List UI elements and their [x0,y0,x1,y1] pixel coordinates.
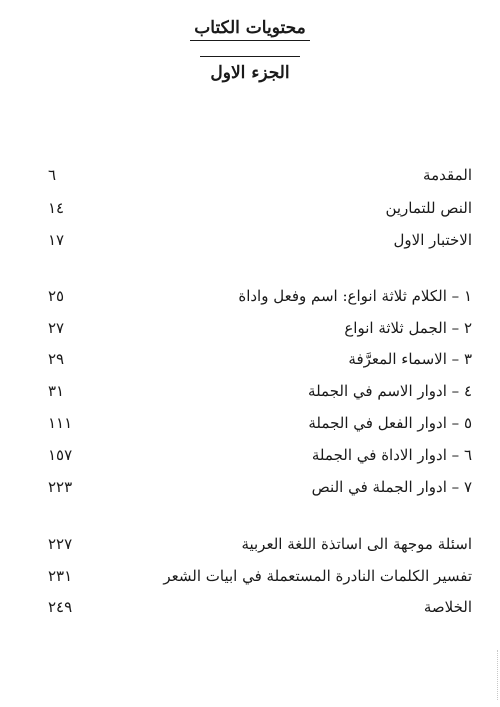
toc-entry-page: ١٥٧ [48,446,73,464]
toc-entry-title: ٤ – ادوار الاسم في الجملة [308,382,472,400]
toc-entry-page: ٢٣١ [48,567,73,585]
toc-entry [40,533,472,557]
toc-entry-page: ٢٥ [48,287,65,305]
toc-entry-title: ٣ – الاسماء المعرَّفة [348,350,472,368]
toc-entry-title: ٦ – ادوار الاداة في الجملة [311,446,472,464]
toc-entry [40,565,472,589]
toc-entry-title: النص للتمارين [385,199,472,217]
toc-entry-page: ٢٢٧ [48,535,73,553]
toc-entry-title: الخلاصة [423,598,472,616]
page-subtitle [0,56,500,86]
toc-entry-page: ٢٤٩ [48,598,73,616]
toc-entry [40,412,472,436]
toc-entry-title: تفسير الكلمات النادرة المستعملة في ابيات الشعر [163,567,472,585]
page-title-text: محتويات الكتاب [190,18,309,41]
toc-entry [40,285,472,309]
toc-entry-page: ٢٢٣ [48,478,73,496]
page-title [0,18,500,41]
toc-entry-page: ١١١ [48,414,73,432]
toc-entry-title: اسئلة موجهة الى اساتذة اللغة العربية [241,535,472,553]
toc-entry-page: ١٧ [48,231,65,249]
toc-entry-title: ٢ – الجمل ثلاثة انواع [344,319,472,337]
toc-entry-title: ١ – الكلام ثلاثة انواع: اسم وفعل واداة [238,287,472,305]
scan-edge-marks [491,650,498,700]
toc-entry-page: ٦ [48,166,57,184]
toc-entry-title: المقدمة [423,166,472,184]
toc-entry [40,596,472,620]
toc-entry [40,229,472,253]
toc-entry [40,444,472,468]
toc-entry-page: ٢٧ [48,319,65,337]
toc-entry [40,197,472,221]
page-subtitle-text: الجزء الاول [200,56,299,86]
toc-entry-title: ٥ – ادوار الفعل في الجملة [308,414,472,432]
toc-entry-page: ٣١ [48,382,65,400]
toc-entry [40,348,472,372]
toc-entry-title: ٧ – ادوار الجملة في النص [311,478,472,496]
toc-entry-page: ١٤ [48,199,65,217]
toc-entry-title: الاختبار الاول [393,231,472,249]
toc-entry [40,164,472,188]
toc-entry [40,476,472,500]
toc-entry [40,317,472,341]
toc-entry [40,380,472,404]
toc-entry-page: ٢٩ [48,350,65,368]
